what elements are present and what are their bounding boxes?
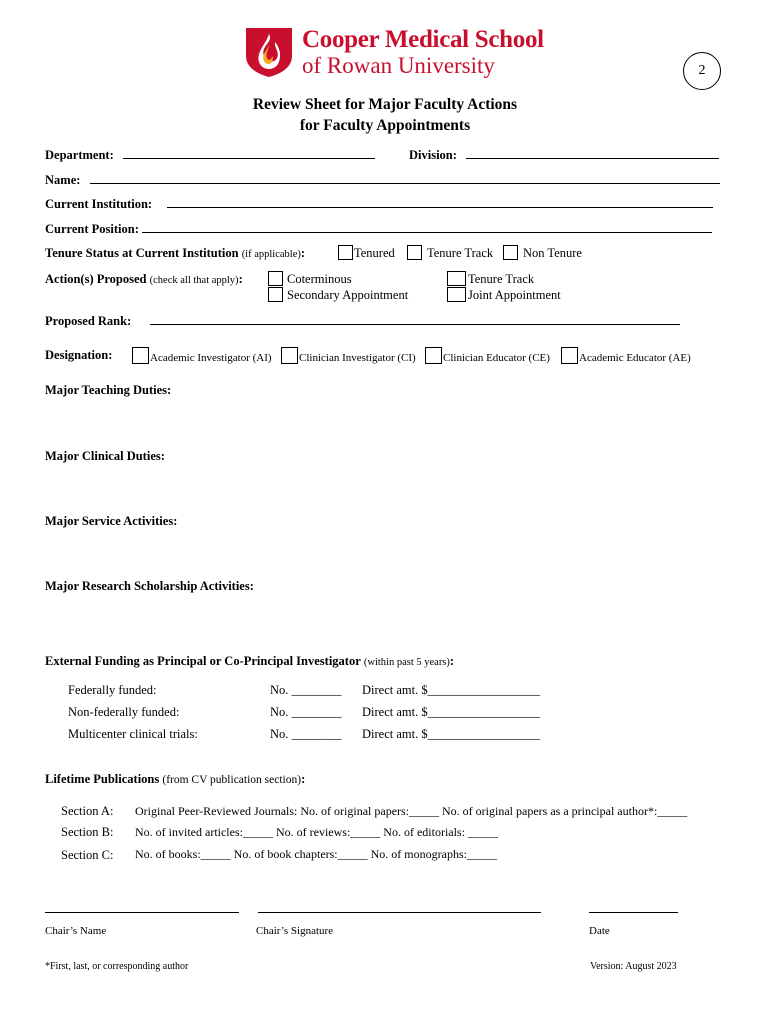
publication-section-text[interactable]: Original Peer-Reviewed Journals: No. of original papers:_____ No. of original papers as a principal author*:_____ (135, 804, 688, 818)
funding-row-no[interactable]: No. ________ (270, 727, 342, 741)
division-field[interactable] (409, 147, 719, 163)
funding-row-amt[interactable]: Direct amt. $__________________ (362, 727, 541, 741)
funding-row-no[interactable]: No. ________ (270, 683, 342, 697)
lifetime-publications-heading: Lifetime Publications (from CV publication section): (45, 772, 306, 786)
chair-signature-line[interactable] (258, 912, 541, 913)
teaching-duties-heading: Major Teaching Duties: (45, 383, 172, 397)
secondary-appointment-checkbox[interactable] (268, 287, 283, 302)
funding-row-amt[interactable]: Direct amt. $__________________ (362, 705, 541, 719)
designation-option-ci[interactable]: Clinician Investigator (CI) (281, 347, 416, 364)
action-option-tenure-track[interactable]: Tenure Track (447, 271, 534, 287)
academic-educator-checkbox[interactable] (561, 347, 578, 364)
funding-row-amt[interactable]: Direct amt. $__________________ (362, 683, 541, 697)
clinician-investigator-checkbox[interactable] (281, 347, 298, 364)
designation-label: Designation: (45, 348, 113, 362)
department-line[interactable] (123, 147, 375, 159)
version-label: Version: August 2023 (590, 961, 677, 972)
chair-name-label: Chair’s Name (45, 925, 107, 937)
logo-line-1: Cooper Medical School (302, 26, 544, 53)
tenure-track-checkbox[interactable] (407, 245, 422, 260)
tenure-status-label: Tenure Status at Current Institution (45, 246, 239, 260)
action-tenure-track-checkbox[interactable] (447, 271, 466, 286)
service-activities-heading: Major Service Activities: (45, 514, 178, 528)
department-field[interactable] (45, 147, 375, 163)
footnote: *First, last, or corresponding author (45, 961, 189, 972)
publication-section-label: Section A: (61, 804, 114, 818)
actions-proposed-row: Action(s) Proposed (check all that apply): (45, 272, 243, 286)
name-field[interactable] (45, 172, 720, 188)
division-label: Division: (409, 148, 457, 162)
tenure-option-tenured[interactable]: Tenured (338, 245, 395, 261)
department-label: Department: (45, 148, 114, 162)
actions-proposed-label: Action(s) Proposed (45, 272, 147, 286)
clinical-duties-heading: Major Clinical Duties: (45, 449, 165, 463)
funding-row-label: Multicenter clinical trials: (68, 727, 198, 741)
clinician-educator-checkbox[interactable] (425, 347, 442, 364)
current-institution-label: Current Institution: (45, 197, 153, 211)
external-funding-heading: External Funding as Principal or Co-Principal Investigator (within past 5 years): (45, 654, 455, 668)
tenure-status-row: Tenure Status at Current Institution (if applicable): (45, 246, 306, 260)
publication-section-text[interactable]: No. of invited articles:_____ No. of reviews:_____ No. of editorials: _____ (135, 825, 498, 839)
current-position-line[interactable] (142, 221, 712, 233)
publication-section-text[interactable]: No. of books:_____ No. of book chapters:_____ No. of monographs:_____ (135, 847, 497, 861)
tenure-option-non-tenure[interactable]: Non Tenure (503, 245, 582, 261)
tenured-checkbox[interactable] (338, 245, 353, 260)
action-option-coterminous[interactable]: Coterminous (268, 271, 352, 287)
designation-option-ai[interactable]: Academic Investigator (AI) (132, 347, 272, 364)
name-line[interactable] (90, 172, 720, 184)
designation-option-ae[interactable]: Academic Educator (AE) (561, 347, 691, 364)
funding-row-no[interactable]: No. ________ (270, 705, 342, 719)
non-tenure-checkbox[interactable] (503, 245, 518, 260)
current-position-field[interactable] (45, 221, 712, 237)
research-activities-heading: Major Research Scholarship Activities: (45, 579, 254, 593)
title-line-2: for Faculty Appointments (299, 117, 471, 134)
chair-name-line[interactable] (45, 912, 239, 913)
chair-signature-label: Chair’s Signature (256, 925, 334, 937)
joint-appointment-checkbox[interactable] (447, 287, 466, 302)
logo-line-2: of Rowan University (302, 53, 495, 78)
name-label: Name: (45, 173, 81, 187)
proposed-rank-line[interactable] (150, 313, 680, 325)
action-option-secondary-appointment[interactable]: Secondary Appointment (268, 287, 408, 303)
proposed-rank-field[interactable] (45, 313, 680, 329)
publication-section-label: Section B: (61, 825, 114, 839)
publication-section-label: Section C: (61, 848, 114, 862)
tenure-status-note: (if applicable) (241, 249, 301, 260)
funding-row-label: Federally funded: (68, 683, 157, 697)
funding-row-label: Non-federally funded: (68, 705, 180, 719)
date-label: Date (589, 925, 610, 937)
academic-investigator-checkbox[interactable] (132, 347, 149, 364)
tenure-option-tenure-track[interactable]: Tenure Track (407, 245, 493, 261)
page-number: 2 (683, 52, 721, 90)
current-position-label: Current Position: (45, 222, 139, 236)
title-line-1: Review Sheet for Major Faculty Actions (252, 96, 518, 113)
proposed-rank-label: Proposed Rank: (45, 314, 132, 328)
action-option-joint-appointment[interactable]: Joint Appointment (447, 287, 561, 303)
current-institution-field[interactable] (45, 196, 713, 212)
division-line[interactable] (466, 147, 719, 159)
date-line[interactable] (589, 912, 678, 913)
designation-option-ce[interactable]: Clinician Educator (CE) (425, 347, 550, 364)
current-institution-line[interactable] (167, 196, 713, 208)
flame-shield-icon (244, 26, 294, 78)
actions-proposed-note: (check all that apply) (149, 275, 239, 286)
coterminous-checkbox[interactable] (268, 271, 283, 286)
